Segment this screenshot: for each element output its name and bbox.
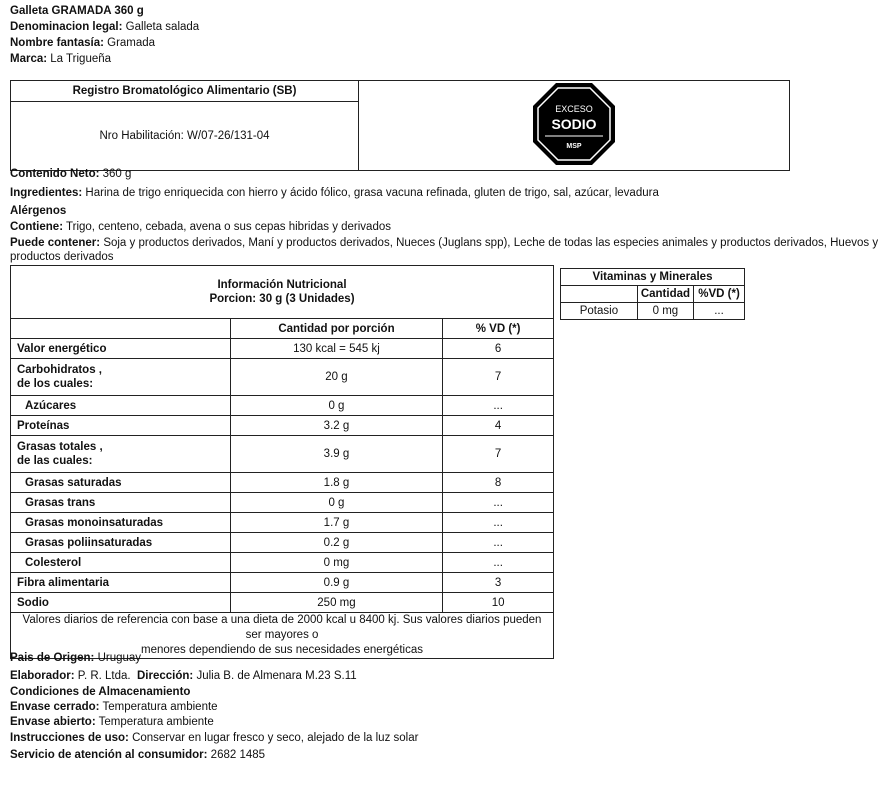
row-amount: 3.9 g <box>230 436 443 473</box>
table-row <box>11 473 554 493</box>
row-amount: 0.9 g <box>230 573 443 593</box>
contiene-label: Contiene: <box>10 221 64 233</box>
table-row <box>11 359 554 396</box>
row-vd: ... <box>443 493 554 513</box>
denominacion-label: Denominacion legal: <box>10 21 123 33</box>
table-row <box>11 533 554 553</box>
vitamins-title: Vitaminas y Minerales <box>561 269 745 286</box>
row-label: Valor energético <box>11 339 231 359</box>
cerrado-label: Envase cerrado: <box>10 701 100 713</box>
denominacion-line <box>10 20 199 34</box>
row-vd: ... <box>443 533 554 553</box>
table-row <box>11 553 554 573</box>
contenido-line <box>10 167 131 181</box>
row-vd: ... <box>694 303 745 320</box>
row-amount: 1.8 g <box>230 473 443 493</box>
row-label-sub: de los cuales: <box>17 378 94 390</box>
cerrado-value: Temperatura ambiente <box>102 701 218 713</box>
product-title: Galleta GRAMADA 360 g <box>10 5 144 17</box>
elaborador-label: Elaborador: <box>10 670 75 682</box>
contenido-value: 360 g <box>102 168 132 180</box>
row-amount: 250 mg <box>230 593 443 613</box>
row-label <box>11 436 231 473</box>
row-amount: 0.2 g <box>230 533 443 553</box>
abierto-value: Temperatura ambiente <box>98 716 214 728</box>
marca-line <box>10 52 111 66</box>
alergenos-title: Alérgenos <box>10 205 67 217</box>
row-label-sub: de las cuales: <box>17 455 93 467</box>
abierto-label: Envase abierto: <box>10 716 96 728</box>
ingredientes-label: Ingredientes: <box>10 187 83 199</box>
habilitacion-number: Nro Habilitación: W/07-26/131-04 <box>11 102 359 171</box>
table-row <box>11 416 554 436</box>
marca-label: Marca: <box>10 53 48 65</box>
row-vd: ... <box>443 513 554 533</box>
footnote-line2: menores dependiendo de sus necesidades energéticas <box>141 644 423 656</box>
table-row <box>11 436 554 473</box>
vitamins-col-vd: %VD (*) <box>694 286 745 303</box>
table-row <box>11 396 554 416</box>
footnote-line1: Valores diarios de referencia con base a una dieta de 2000 kcal u 8400 kj. Sus valores diarios pueden ser mayores o <box>22 614 542 641</box>
marca-value: La Trigueña <box>50 53 112 65</box>
table-row <box>11 339 554 359</box>
nutrition-title: Información Nutricional <box>217 279 347 291</box>
contenido-label: Contenido Neto: <box>10 168 100 180</box>
row-vd: 8 <box>443 473 554 493</box>
servicio-label: Servicio de atención al consumidor: <box>10 749 208 761</box>
row-amount: 0 mg <box>230 553 443 573</box>
nutrition-table <box>10 265 554 659</box>
nutrition-header <box>11 266 554 319</box>
row-amount: 0 g <box>230 493 443 513</box>
row-amount: 130 kcal = 545 kj <box>230 339 443 359</box>
registro-title: Registro Bromatológico Alimentario (SB) <box>11 81 359 102</box>
row-vd: 4 <box>443 416 554 436</box>
pais-value: Uruguay <box>97 652 142 664</box>
instrucciones-line <box>10 731 418 745</box>
registro-table <box>10 80 790 171</box>
fantasia-line <box>10 36 155 50</box>
table-row <box>561 303 745 320</box>
row-amount: 0 mg <box>637 303 693 320</box>
row-amount: 1.7 g <box>230 513 443 533</box>
vitamins-col-amount: Cantidad <box>637 286 693 303</box>
contiene-line <box>10 220 391 234</box>
abierto-line <box>10 715 214 729</box>
row-label: Azúcares <box>11 396 231 416</box>
row-label: Grasas saturadas <box>11 473 231 493</box>
seal-line1: EXCESO <box>555 104 593 114</box>
row-amount: 3.2 g <box>230 416 443 436</box>
row-vd: 3 <box>443 573 554 593</box>
cerrado-line <box>10 700 218 714</box>
vitamins-table <box>560 268 745 320</box>
direccion-label: Dirección: <box>137 670 194 682</box>
exceso-sodio-seal-icon <box>531 81 617 167</box>
puede-line2: productos derivados <box>10 251 114 263</box>
condiciones-title: Condiciones de Almacenamiento <box>10 686 191 698</box>
puede-line <box>10 236 878 250</box>
row-vd: 7 <box>443 359 554 396</box>
pais-label: Pais de Origen: <box>10 652 95 664</box>
contiene-value: Trigo, centeno, cebada, avena o sus cepas hibridas y derivados <box>66 221 391 233</box>
fantasia-label: Nombre fantasía: <box>10 37 104 49</box>
blank-header-cell <box>561 286 638 303</box>
seal-line2: SODIO <box>551 116 597 132</box>
table-row <box>11 593 554 613</box>
ingredientes-value: Harina de trigo enriquecida con hierro y ácido fólico, grasa vacuna refinada, gluten de trigo, sal, azúcar, levadura <box>85 187 659 199</box>
row-label <box>11 359 231 396</box>
row-label: Colesterol <box>11 553 231 573</box>
row-label-main: Grasas totales , <box>17 441 103 453</box>
row-vd: 7 <box>443 436 554 473</box>
elaborador-line <box>10 669 357 683</box>
puede-value: Soja y productos derivados, Maní y productos derivados, Nueces (Juglans spp), Leche de todas las especies animales y productos derivados, Huevos y <box>103 237 878 249</box>
table-row <box>11 513 554 533</box>
row-label: Fibra alimentaria <box>11 573 231 593</box>
column-header-amount: Cantidad por porción <box>230 319 443 339</box>
elaborador-value: P. R. Ltda. <box>77 670 131 682</box>
sodio-seal-cell <box>359 81 790 171</box>
row-vd: ... <box>443 553 554 573</box>
row-label: Grasas poliinsaturadas <box>11 533 231 553</box>
row-amount: 0 g <box>230 396 443 416</box>
row-label: Grasas monoinsaturadas <box>11 513 231 533</box>
ingredientes-line <box>10 186 659 200</box>
servicio-line <box>10 748 265 762</box>
puede-label: Puede contener: <box>10 237 101 249</box>
row-vd: ... <box>443 396 554 416</box>
row-label: Potasio <box>561 303 638 320</box>
column-header-vd: % VD (*) <box>443 319 554 339</box>
row-label: Proteínas <box>11 416 231 436</box>
pais-line <box>10 651 141 665</box>
row-vd: 6 <box>443 339 554 359</box>
row-label: Grasas trans <box>11 493 231 513</box>
direccion-value: Julia B. de Almenara M.23 S.11 <box>196 670 357 682</box>
instrucciones-label: Instrucciones de uso: <box>10 732 129 744</box>
row-label-main: Carbohidratos , <box>17 364 102 376</box>
fantasia-value: Gramada <box>107 37 156 49</box>
blank-header-cell <box>11 319 231 339</box>
table-row <box>11 573 554 593</box>
row-amount: 20 g <box>230 359 443 396</box>
seal-line3: MSP <box>566 143 582 150</box>
table-row <box>11 493 554 513</box>
servicio-value: 2682 1485 <box>210 749 266 761</box>
row-vd: 10 <box>443 593 554 613</box>
instrucciones-value: Conservar en lugar fresco y seco, alejado de la luz solar <box>132 732 419 744</box>
denominacion-value: Galleta salada <box>125 21 200 33</box>
row-label: Sodio <box>11 593 231 613</box>
nutrition-portion: Porcion: 30 g (3 Unidades) <box>209 293 355 305</box>
